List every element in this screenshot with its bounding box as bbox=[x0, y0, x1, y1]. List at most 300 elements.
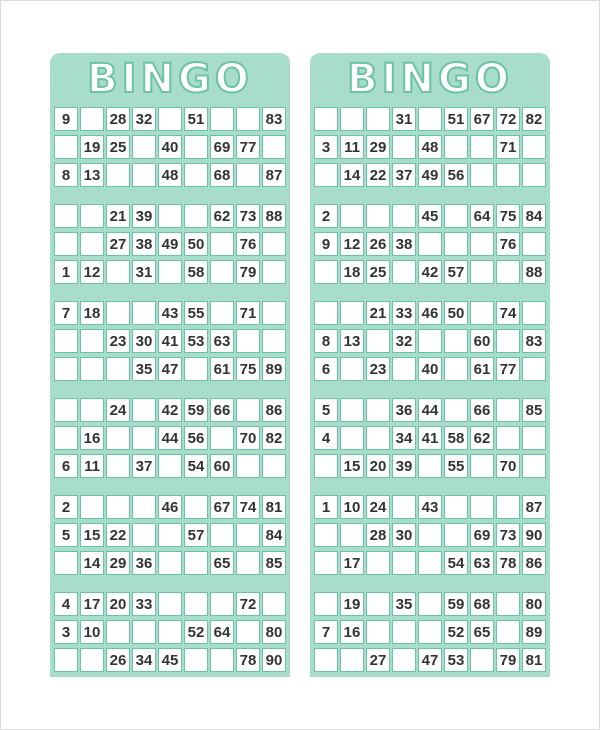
number-cell: 50 bbox=[184, 232, 208, 256]
number-cell: 36 bbox=[392, 398, 416, 422]
number-cell: 86 bbox=[262, 398, 286, 422]
empty-cell bbox=[54, 204, 78, 228]
number-cell: 15 bbox=[80, 523, 104, 547]
number-cell: 89 bbox=[262, 357, 286, 381]
number-cell: 42 bbox=[418, 260, 442, 284]
number-cell: 88 bbox=[262, 204, 286, 228]
empty-cell bbox=[340, 523, 364, 547]
empty-cell bbox=[496, 329, 520, 353]
number-cell: 65 bbox=[470, 620, 494, 644]
number-cell: 30 bbox=[132, 329, 156, 353]
number-cell: 58 bbox=[444, 426, 468, 450]
bingo-card-left bbox=[50, 53, 290, 677]
empty-cell bbox=[340, 301, 364, 325]
number-cell: 3 bbox=[314, 135, 338, 159]
number-cell: 51 bbox=[444, 107, 468, 131]
number-cell: 68 bbox=[210, 163, 234, 187]
empty-cell bbox=[132, 523, 156, 547]
empty-cell bbox=[314, 592, 338, 616]
empty-cell bbox=[366, 107, 390, 131]
empty-cell bbox=[418, 551, 442, 575]
empty-cell bbox=[262, 260, 286, 284]
number-cell: 68 bbox=[470, 592, 494, 616]
number-cell: 26 bbox=[366, 232, 390, 256]
number-cell: 48 bbox=[158, 163, 182, 187]
number-cell: 87 bbox=[522, 495, 546, 519]
number-cell: 16 bbox=[80, 426, 104, 450]
empty-cell bbox=[158, 204, 182, 228]
empty-cell bbox=[132, 398, 156, 422]
number-cell: 73 bbox=[496, 523, 520, 547]
number-cell: 63 bbox=[210, 329, 234, 353]
number-cell: 9 bbox=[314, 232, 338, 256]
number-cell: 26 bbox=[106, 648, 130, 672]
number-cell: 70 bbox=[496, 454, 520, 478]
empty-cell bbox=[236, 398, 260, 422]
number-cell: 52 bbox=[444, 620, 468, 644]
empty-cell bbox=[132, 620, 156, 644]
empty-cell bbox=[106, 357, 130, 381]
number-cell: 55 bbox=[184, 301, 208, 325]
empty-cell bbox=[236, 620, 260, 644]
number-cell: 71 bbox=[496, 135, 520, 159]
number-cell: 67 bbox=[470, 107, 494, 131]
number-cell: 31 bbox=[132, 260, 156, 284]
empty-cell bbox=[236, 523, 260, 547]
number-cell: 29 bbox=[106, 551, 130, 575]
number-cell: 38 bbox=[132, 232, 156, 256]
number-cell: 24 bbox=[366, 495, 390, 519]
empty-cell bbox=[54, 648, 78, 672]
empty-cell bbox=[236, 454, 260, 478]
number-cell: 17 bbox=[340, 551, 364, 575]
number-cell: 69 bbox=[470, 523, 494, 547]
number-cell: 47 bbox=[418, 648, 442, 672]
empty-cell bbox=[106, 426, 130, 450]
empty-cell bbox=[340, 204, 364, 228]
number-cell: 52 bbox=[184, 620, 208, 644]
number-cell: 25 bbox=[366, 260, 390, 284]
number-cell: 7 bbox=[54, 301, 78, 325]
number-cell: 71 bbox=[236, 301, 260, 325]
number-cell: 46 bbox=[158, 495, 182, 519]
empty-cell bbox=[418, 329, 442, 353]
number-cell: 8 bbox=[54, 163, 78, 187]
empty-cell bbox=[444, 232, 468, 256]
empty-cell bbox=[522, 301, 546, 325]
number-cell: 22 bbox=[366, 163, 390, 187]
number-cell: 12 bbox=[80, 260, 104, 284]
number-cell: 10 bbox=[80, 620, 104, 644]
number-cell: 49 bbox=[418, 163, 442, 187]
number-cell: 13 bbox=[80, 163, 104, 187]
empty-cell bbox=[522, 426, 546, 450]
number-cell: 75 bbox=[236, 357, 260, 381]
empty-cell bbox=[80, 232, 104, 256]
empty-cell bbox=[340, 648, 364, 672]
empty-cell bbox=[106, 495, 130, 519]
number-cell: 15 bbox=[340, 454, 364, 478]
empty-cell bbox=[132, 495, 156, 519]
empty-cell bbox=[340, 398, 364, 422]
number-cell: 3 bbox=[54, 620, 78, 644]
empty-cell bbox=[418, 232, 442, 256]
number-cell: 41 bbox=[158, 329, 182, 353]
empty-cell bbox=[210, 301, 234, 325]
number-cell: 43 bbox=[418, 495, 442, 519]
number-cell: 77 bbox=[496, 357, 520, 381]
empty-cell bbox=[132, 301, 156, 325]
number-cell: 53 bbox=[444, 648, 468, 672]
number-cell: 90 bbox=[522, 523, 546, 547]
number-cell: 6 bbox=[314, 357, 338, 381]
empty-cell bbox=[392, 135, 416, 159]
number-cell: 79 bbox=[236, 260, 260, 284]
empty-cell bbox=[470, 301, 494, 325]
empty-cell bbox=[340, 426, 364, 450]
number-cell: 24 bbox=[106, 398, 130, 422]
empty-cell bbox=[262, 135, 286, 159]
number-cell: 62 bbox=[470, 426, 494, 450]
empty-cell bbox=[54, 426, 78, 450]
number-cell: 28 bbox=[366, 523, 390, 547]
empty-cell bbox=[314, 454, 338, 478]
number-cell: 59 bbox=[444, 592, 468, 616]
number-cell: 64 bbox=[210, 620, 234, 644]
empty-cell bbox=[522, 163, 546, 187]
number-cell: 35 bbox=[392, 592, 416, 616]
number-cell: 20 bbox=[106, 592, 130, 616]
number-cell: 64 bbox=[470, 204, 494, 228]
bingo-ticket bbox=[54, 107, 286, 187]
number-cell: 83 bbox=[262, 107, 286, 131]
number-cell: 75 bbox=[496, 204, 520, 228]
empty-cell bbox=[106, 163, 130, 187]
empty-cell bbox=[262, 454, 286, 478]
number-cell: 46 bbox=[418, 301, 442, 325]
number-cell: 21 bbox=[366, 301, 390, 325]
number-cell: 54 bbox=[184, 454, 208, 478]
bingo-title bbox=[50, 53, 290, 105]
number-cell: 14 bbox=[340, 163, 364, 187]
empty-cell bbox=[470, 163, 494, 187]
number-cell: 19 bbox=[340, 592, 364, 616]
number-cell: 48 bbox=[418, 135, 442, 159]
empty-cell bbox=[496, 163, 520, 187]
empty-cell bbox=[158, 454, 182, 478]
bingo-ticket bbox=[314, 495, 546, 575]
bingo-ticket bbox=[54, 301, 286, 381]
number-cell: 9 bbox=[54, 107, 78, 131]
number-cell: 31 bbox=[392, 107, 416, 131]
bingo-ticket bbox=[54, 204, 286, 284]
number-cell: 23 bbox=[366, 357, 390, 381]
number-cell: 88 bbox=[522, 260, 546, 284]
empty-cell bbox=[132, 135, 156, 159]
bingo-title-text: BINGO bbox=[87, 56, 253, 102]
empty-cell bbox=[158, 260, 182, 284]
number-cell: 66 bbox=[470, 398, 494, 422]
empty-cell bbox=[418, 454, 442, 478]
empty-cell bbox=[262, 329, 286, 353]
number-cell: 18 bbox=[80, 301, 104, 325]
number-cell: 57 bbox=[184, 523, 208, 547]
number-cell: 14 bbox=[80, 551, 104, 575]
number-cell: 77 bbox=[236, 135, 260, 159]
empty-cell bbox=[80, 357, 104, 381]
number-cell: 67 bbox=[210, 495, 234, 519]
number-cell: 56 bbox=[444, 163, 468, 187]
number-cell: 35 bbox=[132, 357, 156, 381]
empty-cell bbox=[444, 204, 468, 228]
empty-cell bbox=[184, 551, 208, 575]
number-cell: 41 bbox=[418, 426, 442, 450]
empty-cell bbox=[522, 232, 546, 256]
number-cell: 27 bbox=[106, 232, 130, 256]
empty-cell bbox=[158, 620, 182, 644]
bingo-ticket bbox=[314, 107, 546, 187]
number-cell: 38 bbox=[392, 232, 416, 256]
empty-cell bbox=[418, 592, 442, 616]
empty-cell bbox=[444, 329, 468, 353]
number-cell: 4 bbox=[54, 592, 78, 616]
empty-cell bbox=[366, 592, 390, 616]
empty-cell bbox=[54, 329, 78, 353]
empty-cell bbox=[80, 495, 104, 519]
empty-cell bbox=[366, 204, 390, 228]
empty-cell bbox=[80, 398, 104, 422]
empty-cell bbox=[314, 523, 338, 547]
empty-cell bbox=[444, 495, 468, 519]
empty-cell bbox=[132, 163, 156, 187]
empty-cell bbox=[132, 426, 156, 450]
number-cell: 40 bbox=[158, 135, 182, 159]
empty-cell bbox=[210, 648, 234, 672]
empty-cell bbox=[210, 523, 234, 547]
empty-cell bbox=[366, 329, 390, 353]
number-cell: 83 bbox=[522, 329, 546, 353]
empty-cell bbox=[314, 163, 338, 187]
number-cell: 21 bbox=[106, 204, 130, 228]
empty-cell bbox=[392, 204, 416, 228]
empty-cell bbox=[236, 163, 260, 187]
empty-cell bbox=[54, 357, 78, 381]
number-cell: 87 bbox=[262, 163, 286, 187]
number-cell: 53 bbox=[184, 329, 208, 353]
number-cell: 54 bbox=[444, 551, 468, 575]
number-cell: 6 bbox=[54, 454, 78, 478]
number-cell: 74 bbox=[236, 495, 260, 519]
empty-cell bbox=[496, 398, 520, 422]
number-cell: 80 bbox=[262, 620, 286, 644]
number-cell: 84 bbox=[522, 204, 546, 228]
empty-cell bbox=[106, 454, 130, 478]
number-cell: 58 bbox=[184, 260, 208, 284]
number-cell: 72 bbox=[496, 107, 520, 131]
number-cell: 13 bbox=[340, 329, 364, 353]
empty-cell bbox=[366, 551, 390, 575]
number-cell: 33 bbox=[132, 592, 156, 616]
number-cell: 81 bbox=[262, 495, 286, 519]
number-cell: 36 bbox=[132, 551, 156, 575]
number-cell: 34 bbox=[392, 426, 416, 450]
number-cell: 44 bbox=[158, 426, 182, 450]
number-cell: 60 bbox=[210, 454, 234, 478]
empty-cell bbox=[470, 495, 494, 519]
empty-cell bbox=[158, 523, 182, 547]
empty-cell bbox=[184, 357, 208, 381]
number-cell: 65 bbox=[210, 551, 234, 575]
empty-cell bbox=[314, 301, 338, 325]
empty-cell bbox=[54, 398, 78, 422]
empty-cell bbox=[54, 135, 78, 159]
empty-cell bbox=[470, 232, 494, 256]
empty-cell bbox=[418, 523, 442, 547]
empty-cell bbox=[158, 107, 182, 131]
bingo-ticket bbox=[314, 301, 546, 381]
number-cell: 76 bbox=[236, 232, 260, 256]
number-cell: 84 bbox=[262, 523, 286, 547]
number-cell: 43 bbox=[158, 301, 182, 325]
bingo-title bbox=[310, 53, 550, 105]
number-cell: 89 bbox=[522, 620, 546, 644]
number-cell: 16 bbox=[340, 620, 364, 644]
empty-cell bbox=[314, 107, 338, 131]
empty-cell bbox=[366, 620, 390, 644]
empty-cell bbox=[158, 551, 182, 575]
empty-cell bbox=[392, 648, 416, 672]
number-cell: 22 bbox=[106, 523, 130, 547]
number-cell: 79 bbox=[496, 648, 520, 672]
number-cell: 45 bbox=[418, 204, 442, 228]
empty-cell bbox=[236, 107, 260, 131]
empty-cell bbox=[80, 204, 104, 228]
bingo-ticket bbox=[314, 592, 546, 672]
number-cell: 63 bbox=[470, 551, 494, 575]
empty-cell bbox=[444, 398, 468, 422]
empty-cell bbox=[496, 426, 520, 450]
number-cell: 47 bbox=[158, 357, 182, 381]
empty-cell bbox=[54, 232, 78, 256]
number-cell: 78 bbox=[496, 551, 520, 575]
number-cell: 78 bbox=[236, 648, 260, 672]
empty-cell bbox=[184, 163, 208, 187]
number-cell: 72 bbox=[236, 592, 260, 616]
empty-cell bbox=[80, 329, 104, 353]
number-cell: 5 bbox=[54, 523, 78, 547]
empty-cell bbox=[54, 551, 78, 575]
empty-cell bbox=[470, 260, 494, 284]
empty-cell bbox=[106, 260, 130, 284]
number-cell: 61 bbox=[470, 357, 494, 381]
number-cell: 39 bbox=[392, 454, 416, 478]
empty-cell bbox=[184, 592, 208, 616]
number-cell: 34 bbox=[132, 648, 156, 672]
empty-cell bbox=[392, 357, 416, 381]
empty-cell bbox=[158, 592, 182, 616]
number-cell: 73 bbox=[236, 204, 260, 228]
empty-cell bbox=[236, 329, 260, 353]
number-cell: 32 bbox=[132, 107, 156, 131]
number-cell: 81 bbox=[522, 648, 546, 672]
empty-cell bbox=[444, 357, 468, 381]
bingo-title-text: BINGO bbox=[347, 56, 513, 102]
number-cell: 25 bbox=[106, 135, 130, 159]
number-cell: 30 bbox=[392, 523, 416, 547]
number-cell: 86 bbox=[522, 551, 546, 575]
number-cell: 2 bbox=[54, 495, 78, 519]
number-cell: 57 bbox=[444, 260, 468, 284]
number-cell: 32 bbox=[392, 329, 416, 353]
empty-cell bbox=[392, 551, 416, 575]
number-cell: 29 bbox=[366, 135, 390, 159]
number-cell: 45 bbox=[158, 648, 182, 672]
number-cell: 69 bbox=[210, 135, 234, 159]
number-cell: 17 bbox=[80, 592, 104, 616]
number-cell: 66 bbox=[210, 398, 234, 422]
empty-cell bbox=[366, 398, 390, 422]
number-cell: 18 bbox=[340, 260, 364, 284]
empty-cell bbox=[366, 426, 390, 450]
empty-cell bbox=[184, 204, 208, 228]
empty-cell bbox=[210, 107, 234, 131]
number-cell: 8 bbox=[314, 329, 338, 353]
empty-cell bbox=[470, 135, 494, 159]
number-cell: 19 bbox=[80, 135, 104, 159]
empty-cell bbox=[392, 260, 416, 284]
empty-cell bbox=[418, 620, 442, 644]
number-cell: 74 bbox=[496, 301, 520, 325]
empty-cell bbox=[262, 301, 286, 325]
empty-cell bbox=[340, 107, 364, 131]
bingo-ticket bbox=[54, 398, 286, 478]
empty-cell bbox=[184, 648, 208, 672]
number-cell: 37 bbox=[132, 454, 156, 478]
number-cell: 44 bbox=[418, 398, 442, 422]
bingo-ticket bbox=[314, 204, 546, 284]
empty-cell bbox=[262, 232, 286, 256]
number-cell: 51 bbox=[184, 107, 208, 131]
number-cell: 40 bbox=[418, 357, 442, 381]
empty-cell bbox=[106, 301, 130, 325]
number-cell: 42 bbox=[158, 398, 182, 422]
number-cell: 70 bbox=[236, 426, 260, 450]
number-cell: 33 bbox=[392, 301, 416, 325]
bingo-card-right bbox=[310, 53, 550, 677]
empty-cell bbox=[392, 620, 416, 644]
empty-cell bbox=[470, 454, 494, 478]
number-cell: 62 bbox=[210, 204, 234, 228]
number-cell: 1 bbox=[314, 495, 338, 519]
empty-cell bbox=[470, 648, 494, 672]
number-cell: 85 bbox=[262, 551, 286, 575]
number-cell: 20 bbox=[366, 454, 390, 478]
bingo-ticket bbox=[54, 495, 286, 575]
number-cell: 90 bbox=[262, 648, 286, 672]
number-cell: 76 bbox=[496, 232, 520, 256]
empty-cell bbox=[522, 135, 546, 159]
empty-cell bbox=[210, 260, 234, 284]
number-cell: 2 bbox=[314, 204, 338, 228]
number-cell: 11 bbox=[80, 454, 104, 478]
number-cell: 59 bbox=[184, 398, 208, 422]
number-cell: 5 bbox=[314, 398, 338, 422]
empty-cell bbox=[340, 357, 364, 381]
number-cell: 4 bbox=[314, 426, 338, 450]
empty-cell bbox=[262, 592, 286, 616]
number-cell: 80 bbox=[522, 592, 546, 616]
number-cell: 60 bbox=[470, 329, 494, 353]
